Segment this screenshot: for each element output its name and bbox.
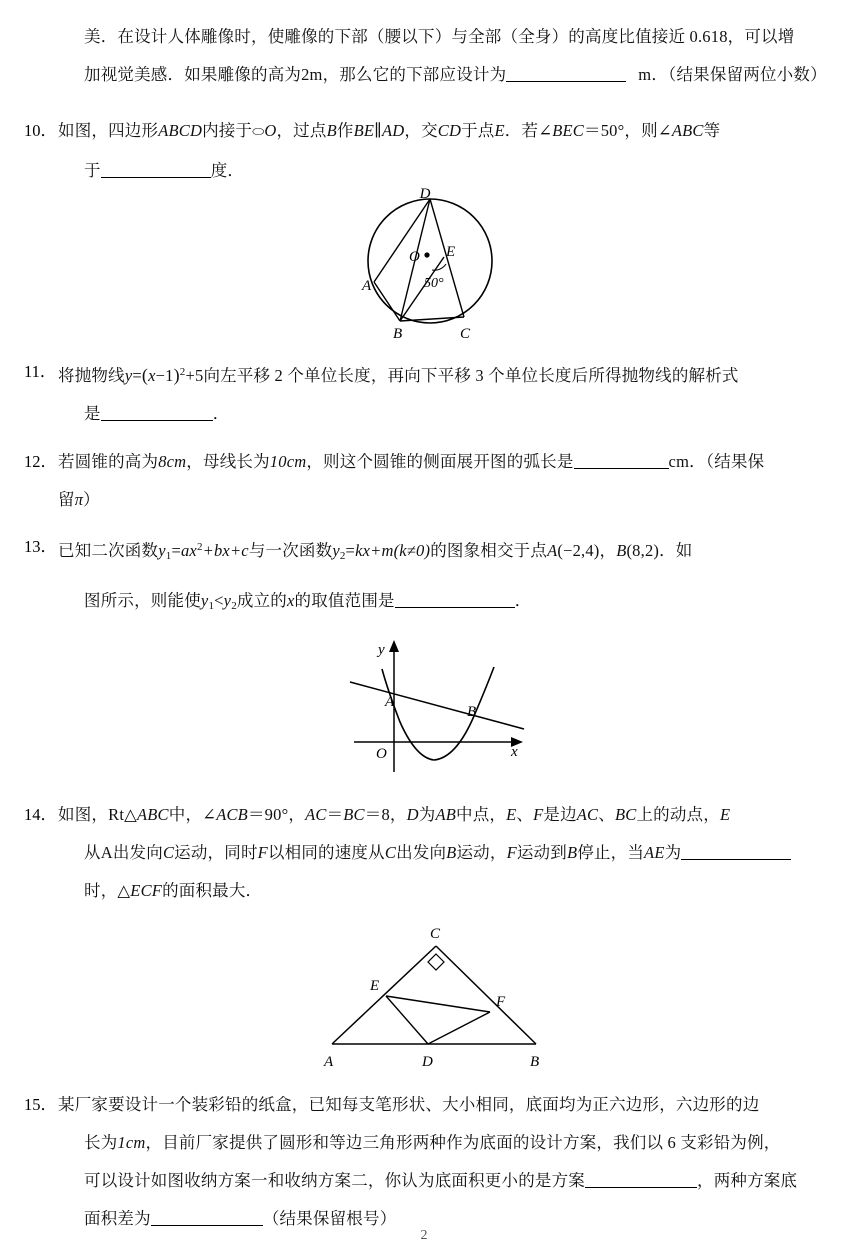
question-14 bbox=[0, 796, 848, 910]
q11-t1: 将抛物线 bbox=[58, 366, 125, 385]
label-d: D bbox=[419, 186, 431, 202]
q10-t7: ．若∠ bbox=[504, 121, 553, 140]
q13-x-squared: 2 bbox=[196, 541, 203, 553]
q14-number: 14． bbox=[24, 805, 57, 824]
segment-ef bbox=[386, 996, 490, 1012]
center-dot bbox=[424, 252, 429, 257]
right-angle-mark bbox=[428, 954, 444, 970]
q11-answer-blank[interactable] bbox=[101, 405, 213, 421]
question-10 bbox=[0, 112, 848, 190]
q9-line-1: 美．在设计人体雕像时，使雕像的下部（腰以下）与全部（全身）的高度比值接近 0.618，可以增 bbox=[84, 27, 795, 46]
label-b: B bbox=[393, 326, 403, 341]
q10-point-b: B bbox=[326, 121, 337, 140]
q15-side-length: 1cm bbox=[117, 1133, 146, 1152]
q12-pi-symbol: π bbox=[74, 490, 84, 509]
q13-bxc: +bx+c bbox=[202, 541, 249, 560]
q13-y2-b: y bbox=[223, 591, 232, 610]
q12-answer-blank[interactable] bbox=[574, 453, 669, 469]
q13-t8: ． bbox=[514, 591, 532, 610]
label-e: E bbox=[446, 244, 456, 260]
q13-x-var: x bbox=[287, 591, 295, 610]
q10-quad-abcd: ABCD bbox=[158, 121, 203, 140]
q14-line-2 bbox=[0, 834, 848, 872]
q15-answer-blank-1[interactable] bbox=[585, 1172, 697, 1188]
q13-kxm: kx+m bbox=[355, 541, 394, 560]
q11-eq-y: y bbox=[124, 366, 133, 385]
q10-line-1 bbox=[0, 112, 848, 152]
q14-line-1 bbox=[0, 796, 848, 834]
q15-t1: 长为 bbox=[84, 1133, 118, 1152]
label-angle-50: 50° bbox=[424, 276, 444, 291]
question-11 bbox=[0, 353, 848, 433]
q14-t7: 上的动点， bbox=[636, 805, 720, 824]
question-13 bbox=[0, 528, 848, 632]
label-b: B bbox=[467, 704, 477, 720]
q14-from-c: C bbox=[384, 843, 397, 862]
q13-point-b: B bbox=[616, 541, 627, 560]
q10-angle-abc: ABC bbox=[671, 121, 704, 140]
q13-line-1 bbox=[0, 528, 848, 575]
linear-function-line bbox=[350, 682, 524, 729]
chord-ab bbox=[374, 282, 400, 321]
q13-t7: 的取值范围是 bbox=[294, 591, 395, 610]
q13-y1: y bbox=[158, 541, 166, 560]
label-e: E bbox=[370, 978, 380, 994]
q15-answer-blank-2[interactable] bbox=[151, 1210, 263, 1226]
q11-number: 11． bbox=[24, 362, 57, 381]
q10-answer-blank[interactable] bbox=[101, 162, 211, 178]
q10-t3: ，过点 bbox=[276, 121, 327, 140]
label-origin: O bbox=[376, 746, 387, 762]
q10-t6: 于点 bbox=[461, 121, 495, 140]
label-o: O bbox=[409, 249, 420, 265]
parabola-line-svg bbox=[348, 636, 528, 776]
q14-side-bc: BC bbox=[614, 805, 637, 824]
q10-number: 10． bbox=[24, 121, 57, 140]
label-f: F bbox=[496, 994, 506, 1010]
q10-t2: 内接于 bbox=[202, 121, 253, 140]
q12-line-1 bbox=[0, 443, 848, 481]
q10-t8: ＝50°，则∠ bbox=[584, 121, 672, 140]
parabola-curve bbox=[382, 667, 494, 760]
q10-parallel-symbol: ∥ bbox=[374, 121, 382, 140]
q15-line-3 bbox=[0, 1162, 848, 1200]
q12-number: 12． bbox=[24, 452, 57, 471]
q14-eq1: ＝ bbox=[326, 805, 344, 824]
q14-t9: 出发向 bbox=[112, 843, 163, 862]
q14-t11: 以相同的速度从 bbox=[267, 843, 385, 862]
q13-y2-sub: 2 bbox=[339, 550, 346, 562]
q13-figure bbox=[348, 636, 528, 781]
q14-t10: 运动，同时 bbox=[174, 843, 258, 862]
q12-t5: 留 bbox=[58, 490, 75, 509]
q10-t9: 等 bbox=[703, 121, 721, 140]
q14-t12: 出发向 bbox=[396, 843, 447, 862]
q13-point-b-coords: (8,2) bbox=[626, 541, 660, 560]
q14-t14: 运动到 bbox=[516, 843, 567, 862]
q10-seg-be: BE bbox=[353, 121, 375, 140]
q14-dun2: 、 bbox=[598, 805, 615, 824]
q15-number: 15． bbox=[24, 1095, 57, 1114]
q12-slant-value: 10cm bbox=[269, 452, 307, 471]
q14-t13: 运动， bbox=[456, 843, 507, 862]
segment-df bbox=[428, 1012, 490, 1044]
q14-t2: 中，∠ bbox=[168, 805, 217, 824]
q14-dun1: 、 bbox=[516, 805, 534, 824]
q14-point-e2: E bbox=[719, 805, 731, 824]
q9-line-2 bbox=[0, 56, 848, 94]
q12-t3: ，则这个圆锥的侧面展开图的弧长是 bbox=[306, 452, 574, 471]
q10-angle-bec: BEC bbox=[552, 121, 584, 140]
q14-angle-acb: ACB bbox=[216, 805, 248, 824]
q13-y1-sub: 1 bbox=[165, 550, 172, 562]
label-a: A bbox=[385, 694, 395, 710]
q14-t15: 停止，当 bbox=[577, 843, 645, 862]
label-c: C bbox=[460, 326, 471, 341]
q14-triangle-ecf: ECF bbox=[130, 881, 163, 900]
q12-line-2 bbox=[0, 481, 848, 519]
q15-t4: ，两种方案底 bbox=[697, 1171, 798, 1190]
q11-t2: 向左平移 2 个单位长度，再向下平移 3 个单位长度后所得抛物线的解析式 bbox=[203, 366, 739, 385]
q9-line2-text-c: ，那么它的下部应设计为 bbox=[322, 65, 507, 84]
question-15 bbox=[0, 1086, 848, 1238]
q14-point-e: E bbox=[506, 805, 517, 824]
q13-t1: 已知二次函数 bbox=[58, 541, 159, 560]
q9-answer-blank[interactable] bbox=[506, 66, 626, 82]
q14-side-ac: AC bbox=[576, 805, 599, 824]
q13-t6: 成立的 bbox=[236, 591, 287, 610]
q14-to-c: C bbox=[162, 843, 175, 862]
q10-point-e: E bbox=[494, 121, 505, 140]
q10-t11: 度． bbox=[210, 161, 245, 180]
label-x-axis: x bbox=[511, 744, 518, 760]
chord-da bbox=[374, 199, 430, 282]
q13-t3: 的图象相交于点 bbox=[430, 541, 548, 560]
q9-line2-text-a: 加视觉美感．如果雕像的高为 bbox=[84, 65, 302, 84]
q13-k-nonzero: (k≠0) bbox=[393, 541, 431, 560]
q15-line-1: 某厂家要设计一个装彩铅的纸盒，已知每支笔形状、大小相同，底面均为正六边形，六边形的边 bbox=[58, 1095, 760, 1114]
q13-y1-sub-b: 1 bbox=[208, 600, 215, 612]
circle-quadrilateral-svg bbox=[352, 186, 512, 341]
q13-number: 13． bbox=[24, 537, 57, 556]
circle-o bbox=[368, 199, 492, 323]
page-number: 2 bbox=[420, 1228, 428, 1243]
q13-eq2: = bbox=[345, 541, 356, 560]
q9-line2-text-d: m．（结果保留两位小数） bbox=[638, 65, 827, 84]
q14-ac: AC bbox=[305, 805, 327, 824]
label-b: B bbox=[530, 1054, 540, 1070]
q14-eq8: ＝8， bbox=[364, 805, 407, 824]
side-ac bbox=[332, 946, 436, 1044]
q14-to-b: B bbox=[446, 843, 457, 862]
q10-t10: 于 bbox=[84, 161, 101, 180]
q14-point-d: D bbox=[406, 805, 419, 824]
q14-t5: 中点， bbox=[456, 805, 507, 824]
q11-eq-plus5: +5 bbox=[185, 366, 204, 385]
side-cb bbox=[436, 946, 536, 1044]
q14-t17: 时，△ bbox=[84, 881, 131, 900]
q14-point-f: F bbox=[533, 805, 544, 824]
q13-answer-blank[interactable] bbox=[395, 592, 515, 608]
q14-bc: BC bbox=[343, 805, 365, 824]
q13-t2: 与一次函数 bbox=[248, 541, 333, 560]
q15-t5: 面积差为 bbox=[84, 1209, 151, 1228]
question-9-tail bbox=[0, 18, 848, 94]
q14-t6: 是边 bbox=[543, 805, 577, 824]
q15-t6: （结果保留根号） bbox=[262, 1209, 397, 1228]
q10-line-2 bbox=[0, 152, 848, 190]
q13-ax: ax bbox=[180, 541, 197, 560]
q14-t4: 为 bbox=[418, 805, 436, 824]
q10-seg-ad: AD bbox=[381, 121, 405, 140]
q11-eq-minus1: −1 bbox=[155, 366, 174, 385]
q13-y2-sub-b: 2 bbox=[231, 600, 237, 612]
q13-t5: 图所示，则能使 bbox=[84, 591, 201, 610]
q13-t4: ．如 bbox=[659, 541, 693, 560]
q14-t3: ＝90°， bbox=[247, 805, 306, 824]
q14-answer-blank[interactable] bbox=[681, 844, 791, 860]
q11-eq-x: x bbox=[148, 366, 156, 385]
q13-y1-b: y bbox=[200, 591, 209, 610]
q14-ae: AE bbox=[644, 843, 665, 862]
q12-t1: 若圆锥的高为 bbox=[58, 452, 159, 471]
q14-t8: 从 bbox=[84, 843, 101, 862]
label-a: A bbox=[324, 1054, 334, 1070]
q10-t1: 如图，四边形 bbox=[58, 121, 159, 140]
question-12 bbox=[0, 443, 848, 519]
q11-eq-paren-open: ( bbox=[141, 365, 149, 385]
q13-comma: ， bbox=[599, 541, 617, 560]
q13-point-a-coords: (−2,4) bbox=[557, 541, 600, 560]
q9-height-value: 2m bbox=[301, 65, 323, 84]
q10-t4: 作 bbox=[336, 121, 354, 140]
q15-line-2 bbox=[0, 1124, 848, 1162]
q11-t3: 是 bbox=[84, 404, 101, 423]
q10-figure bbox=[352, 186, 512, 346]
q14-f-point-2: F bbox=[506, 843, 517, 862]
q11-line-1 bbox=[0, 353, 848, 395]
q14-figure bbox=[318, 916, 558, 1081]
q10-center-o: O bbox=[264, 121, 277, 140]
q14-rt-triangle: Rt△ bbox=[108, 805, 137, 824]
q12-height-value: 8cm bbox=[158, 452, 187, 471]
q12-t6: ） bbox=[83, 490, 100, 509]
right-triangle-svg bbox=[318, 916, 558, 1076]
q15-t3: 可以设计如图收纳方案一和收纳方案二，你认为底面积更小的是方案 bbox=[84, 1171, 585, 1190]
q14-b-point-2: B bbox=[566, 843, 578, 862]
segment-ed bbox=[386, 996, 428, 1044]
q15-t2: ，目前厂家提供了圆形和等边三角形两种作为底面的设计方案，我们以 6 支彩铅为例， bbox=[145, 1133, 781, 1152]
q11-t4: ． bbox=[212, 404, 230, 423]
q14-t16: 为 bbox=[664, 843, 682, 862]
label-d: D bbox=[422, 1054, 433, 1070]
q12-t2: ，母线长为 bbox=[186, 452, 270, 471]
q13-eq1: = bbox=[171, 541, 181, 560]
q14-from-a: A bbox=[100, 843, 113, 862]
q11-eq-power: 2 bbox=[179, 366, 186, 378]
q11-eq-paren-close: ) bbox=[173, 365, 180, 385]
q13-line-2 bbox=[0, 575, 848, 632]
q14-ab: AB bbox=[435, 805, 456, 824]
q14-t1: 如图， bbox=[58, 805, 109, 824]
q14-t18: 的面积最大． bbox=[162, 881, 263, 900]
q14-triangle-abc: ABC bbox=[137, 805, 169, 824]
label-y-axis: y bbox=[378, 642, 385, 658]
q10-t5: ，交 bbox=[404, 121, 438, 140]
label-a: A bbox=[362, 278, 372, 294]
label-c: C bbox=[430, 926, 441, 942]
q10-seg-cd: CD bbox=[437, 121, 462, 140]
q13-y2: y bbox=[332, 541, 340, 560]
q11-line-2 bbox=[0, 395, 848, 433]
q11-eq-equals: = bbox=[132, 366, 142, 385]
q13-less-than: < bbox=[214, 591, 224, 610]
q14-line-3 bbox=[0, 872, 848, 910]
q13-point-a: A bbox=[547, 541, 558, 560]
q14-f-point: F bbox=[257, 843, 268, 862]
y-axis-arrow bbox=[389, 640, 399, 652]
q12-t4: cm．（结果保 bbox=[668, 452, 765, 471]
q10-circle-symbol: ⬭ bbox=[252, 125, 265, 140]
